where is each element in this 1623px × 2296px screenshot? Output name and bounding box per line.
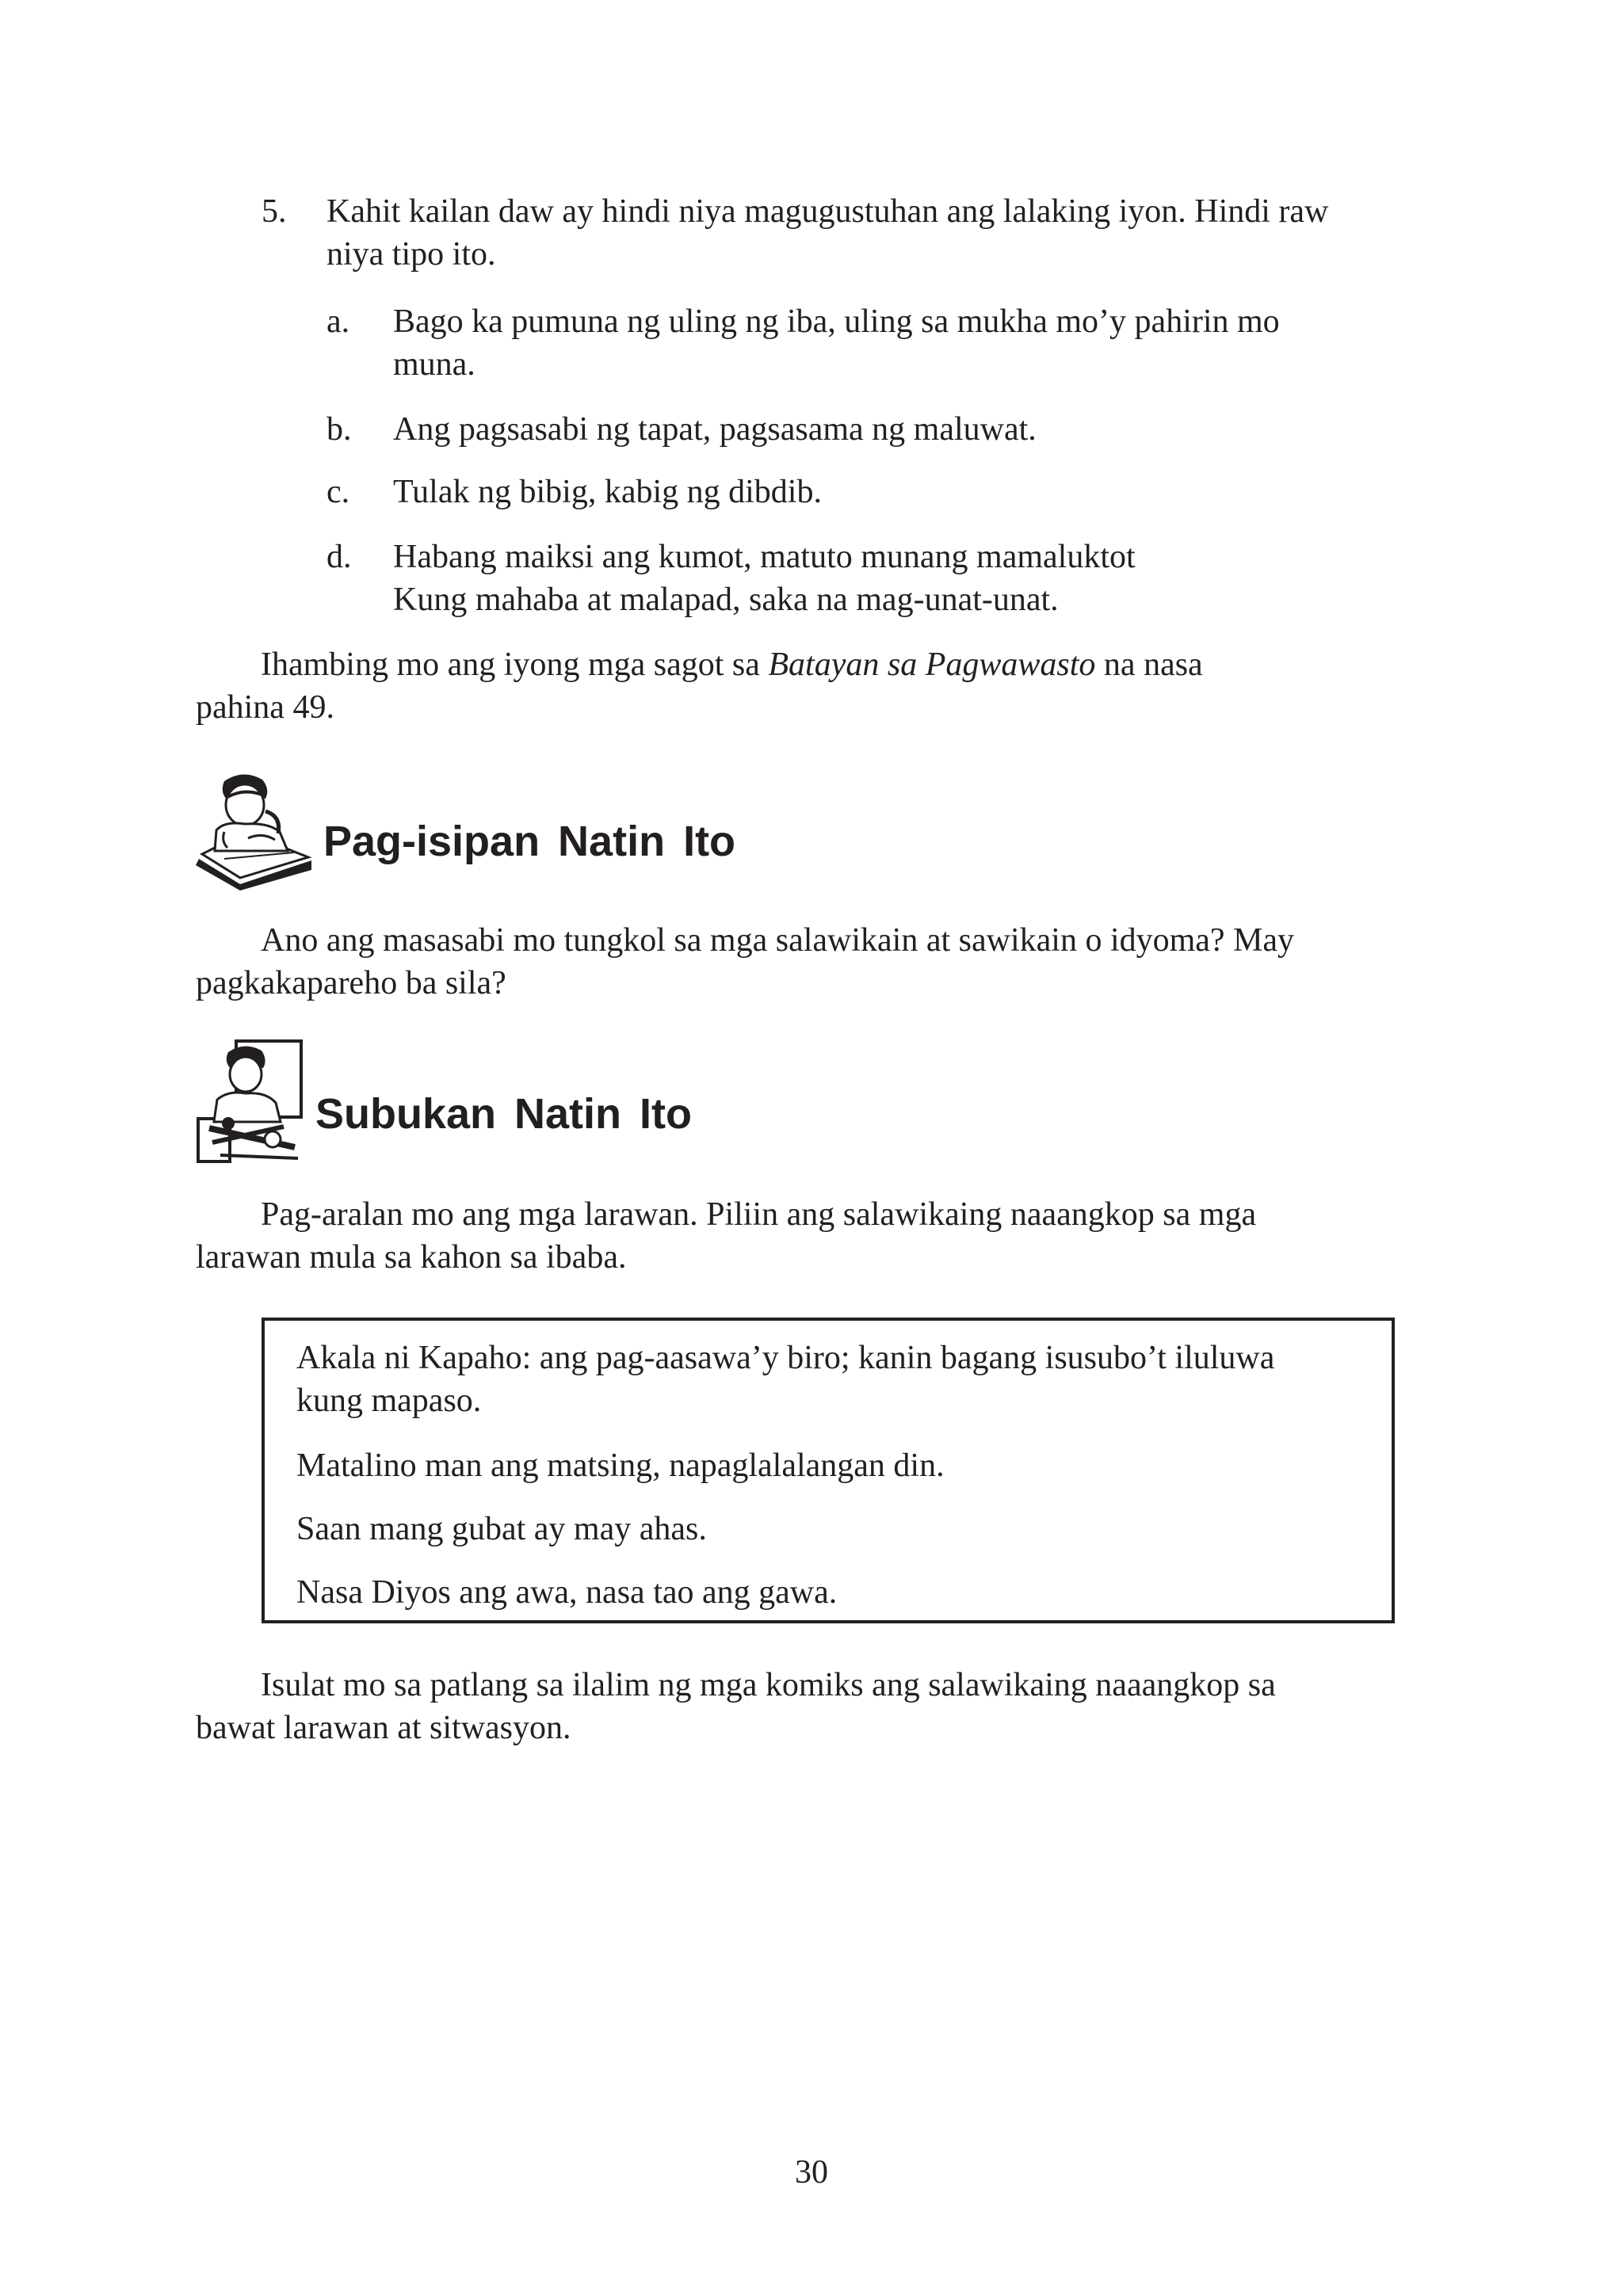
item-5-text xyxy=(327,190,1328,276)
choice-b-letter: b. xyxy=(327,411,352,448)
section-2-body-line-1: Pag-aralan mo ang mga larawan. Piliin ang salawikaing naaangkop sa mga xyxy=(261,1196,1257,1233)
choice-a-line-1: Bago ka pumuna ng uling ng iba, uling sa mukha mo’y pahirin mo xyxy=(393,303,1280,340)
section-2-body-line-2: larawan mula sa kahon sa ibaba. xyxy=(196,1239,627,1276)
choice-a-letter: a. xyxy=(327,303,350,340)
choice-a-line-2: muna. xyxy=(393,346,475,383)
working-student-icon xyxy=(197,1039,303,1163)
section-1-body-line-2: pagkakapareho ba sila? xyxy=(196,965,506,1001)
choice-b-text: Ang pagsasabi ng tapat, pagsasama ng maluwat. xyxy=(393,411,1037,448)
proverb-3: Saan mang gubat ay may ahas. xyxy=(296,1511,707,1547)
section-2-body xyxy=(196,1193,1408,1279)
page-number: 30 xyxy=(795,2154,828,2191)
proverb-4: Nasa Diyos ang awa, nasa tao ang gawa. xyxy=(296,1574,838,1611)
proverb-box xyxy=(262,1318,1395,1623)
closing-line-1: Isulat mo sa patlang sa ilalim ng mga komiks ang salawikaing naaangkop sa xyxy=(261,1667,1276,1703)
proverb-1-line-1: Akala ni Kapaho: ang pag-aasawa’y biro; kanin bagang isusubo’t iluluwa xyxy=(296,1340,1275,1376)
choice-d-letter: d. xyxy=(327,539,352,575)
item-number: 5. xyxy=(262,193,287,230)
item-5-line-2: niya tipo ito. xyxy=(327,236,496,273)
proverb-1 xyxy=(296,1337,1274,1422)
proverb-2: Matalino man ang matsing, napaglalalangan din. xyxy=(296,1447,945,1484)
section-title-pag-isipan: Pag-isipan Natin Ito xyxy=(323,818,736,865)
choice-d-line-1: Habang maiksi ang kumot, matuto munang mamaluktot xyxy=(393,539,1136,575)
choice-c-text: Tulak ng bibig, kabig ng dibdib. xyxy=(393,474,822,510)
compare-line-1 xyxy=(196,643,1408,686)
answer-key-title: Batayan sa Pagwawasto xyxy=(768,646,1096,683)
choice-d-line-2: Kung mahaba at malapad, saka na mag-unat-unat. xyxy=(393,582,1059,618)
compare-text-after: na nasa xyxy=(1095,646,1203,683)
section-title-subukan: Subukan Natin Ito xyxy=(315,1090,692,1138)
choice-d-text xyxy=(393,536,1136,621)
choice-a-text xyxy=(393,300,1280,386)
section-1-body xyxy=(196,919,1408,1005)
item-5-line-1: Kahit kailan daw ay hindi niya magugustuhan ang lalaking iyon. Hindi raw xyxy=(327,193,1329,230)
compare-paragraph xyxy=(196,643,1408,729)
compare-text-before: Ihambing mo ang iyong mga sagot sa xyxy=(261,646,769,683)
closing-line-2: bawat larawan at sitwasyon. xyxy=(196,1710,571,1746)
section-1-body-line-1: Ano ang masasabi mo tungkol sa mga salawikain at sawikain o idyoma? May xyxy=(261,922,1295,959)
thinking-student-icon xyxy=(193,765,316,892)
compare-line-2: pahina 49. xyxy=(196,689,334,726)
choice-c-letter: c. xyxy=(327,474,350,510)
closing-paragraph xyxy=(196,1664,1408,1749)
proverb-1-line-2: kung mapaso. xyxy=(296,1383,482,1419)
